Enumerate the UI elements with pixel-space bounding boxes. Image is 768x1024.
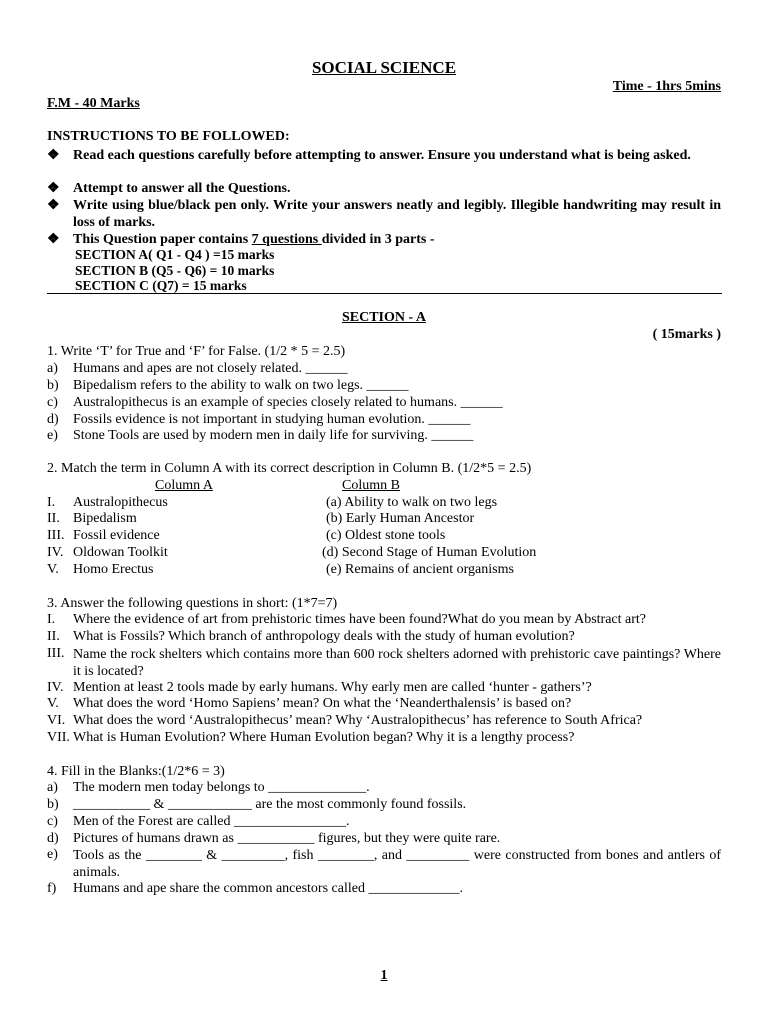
question-4-prompt: 4. Fill in the Blanks:(1/2*6 = 3) bbox=[47, 764, 225, 779]
item-label: c) bbox=[47, 395, 58, 410]
list-item: Fossils evidence is not important in studying human evolution. ______ bbox=[73, 412, 471, 427]
item-label: III. bbox=[47, 646, 65, 661]
instruction-item: Attempt to answer all the Questions. bbox=[73, 181, 291, 196]
section-a-marks: ( 15marks ) bbox=[652, 327, 721, 342]
item-label: II. bbox=[47, 511, 60, 526]
item-label: II. bbox=[47, 629, 60, 644]
instructions-heading: INSTRUCTIONS TO BE FOLLOWED: bbox=[47, 129, 290, 144]
match-term: Homo Erectus bbox=[73, 562, 154, 577]
item-label: d) bbox=[47, 412, 59, 427]
item-label: V. bbox=[47, 562, 59, 577]
column-a-header: Column A bbox=[155, 478, 213, 493]
instruction-item: Read each questions carefully before attempting to answer. Ensure you understand what is being asked. bbox=[73, 148, 691, 163]
item-label: d) bbox=[47, 831, 59, 846]
list-item: What is Fossils? Which branch of anthropology deals with the study of human evolution? bbox=[73, 629, 575, 644]
item-label: a) bbox=[47, 780, 58, 795]
match-term: Oldowan Toolkit bbox=[73, 545, 168, 560]
list-item: Men of the Forest are called ________________. bbox=[73, 814, 350, 829]
bullet-icon: ❖ bbox=[47, 198, 60, 213]
section-a-info: SECTION A( Q1 - Q4 ) =15 marks bbox=[75, 247, 275, 262]
instruction-item: Write using blue/black pen only. Write your answers neatly and legibly. Illegible handwriting may result in loss of marks. bbox=[73, 198, 721, 230]
divider bbox=[47, 293, 722, 294]
list-item: Where the evidence of art from prehistoric times have been found?What do you mean by Abstract art? bbox=[73, 612, 646, 627]
list-item: Humans and apes are not closely related. ______ bbox=[73, 361, 348, 376]
item-label: e) bbox=[47, 847, 58, 862]
match-description: (c) Oldest stone tools bbox=[326, 528, 446, 543]
match-term: Bipedalism bbox=[73, 511, 137, 526]
bullet-icon: ❖ bbox=[47, 148, 60, 163]
item-label: I. bbox=[47, 495, 56, 510]
section-a-title: SECTION - A bbox=[341, 310, 427, 325]
instruction-parts bbox=[73, 231, 721, 248]
question-3-prompt: 3. Answer the following questions in short: (1*7=7) bbox=[47, 596, 338, 611]
item-label: I. bbox=[47, 612, 56, 627]
list-item: ___________ & ____________ are the most commonly found fossils. bbox=[73, 797, 467, 812]
match-term: Australopithecus bbox=[73, 495, 168, 510]
match-description: (d) Second Stage of Human Evolution bbox=[322, 545, 537, 560]
column-b-header: Column B bbox=[342, 478, 400, 493]
section-c-info: SECTION C (Q7) = 15 marks bbox=[75, 278, 247, 293]
list-item: What does the word ‘Australopithecus’ mean? Why ‘Australopithecus’ has reference to South Africa? bbox=[73, 713, 643, 728]
list-item: Mention at least 2 tools made by early humans. Why early men are called ‘hunter - gathers’? bbox=[73, 680, 592, 695]
bullet-icon: ❖ bbox=[47, 232, 60, 247]
item-label: c) bbox=[47, 814, 58, 829]
item-label: IV. bbox=[47, 680, 64, 695]
item-label: IV. bbox=[47, 545, 64, 560]
question-2-prompt: 2. Match the term in Column A with its correct description in Column B. (1/2*5 = 2.5) bbox=[47, 461, 532, 476]
match-description: (a) Ability to walk on two legs bbox=[326, 495, 498, 510]
parts-prefix: This Question paper contains bbox=[73, 232, 252, 247]
item-label: b) bbox=[47, 797, 59, 812]
exam-time: Time - 1hrs 5mins bbox=[612, 79, 721, 94]
parts-suffix: divided in 3 parts - bbox=[321, 232, 435, 247]
item-label: a) bbox=[47, 361, 58, 376]
question-1-prompt: 1. Write ‘T’ for True and ‘F’ for False. (1/2 * 5 = 2.5) bbox=[47, 344, 346, 359]
list-item: Name the rock shelters which contains more than 600 rock shelters adorned with prehistoric cave paintings? Where it is located? bbox=[73, 647, 721, 679]
list-item: What is Human Evolution? Where Human Evolution began? Why it is a lengthy process? bbox=[73, 730, 575, 745]
item-label: e) bbox=[47, 428, 58, 443]
item-label: b) bbox=[47, 378, 59, 393]
section-b-info: SECTION B (Q5 - Q6) = 10 marks bbox=[75, 263, 275, 278]
page-title: SOCIAL SCIENCE bbox=[311, 58, 457, 77]
list-item: Pictures of humans drawn as ___________ figures, but they were quite rare. bbox=[73, 831, 501, 846]
list-item: What does the word ‘Homo Sapiens’ mean? On what the ‘Neanderthalensis’ is based on? bbox=[73, 696, 572, 711]
page-number: 1 bbox=[380, 968, 388, 983]
item-label: VII. bbox=[47, 730, 70, 745]
match-term: Fossil evidence bbox=[73, 528, 160, 543]
full-marks: F.M - 40 Marks bbox=[47, 96, 140, 111]
parts-emphasis: 7 questions bbox=[251, 232, 322, 247]
list-item: Tools as the ________ & _________, fish ________, and _________ were constructed from bones and antlers of animals. bbox=[73, 848, 721, 880]
list-item: Humans and ape share the common ancestors called _____________. bbox=[73, 881, 463, 896]
match-description: (e) Remains of ancient organisms bbox=[326, 562, 514, 577]
list-item: Stone Tools are used by modern men in daily life for surviving. ______ bbox=[73, 428, 474, 443]
list-item: The modern men today belongs to ______________. bbox=[73, 780, 370, 795]
list-item: Australopithecus is an example of species closely related to humans. ______ bbox=[73, 395, 503, 410]
bullet-icon: ❖ bbox=[47, 181, 60, 196]
match-description: (b) Early Human Ancestor bbox=[326, 511, 475, 526]
list-item: Bipedalism refers to the ability to walk on two legs. ______ bbox=[73, 378, 409, 393]
item-label: VI. bbox=[47, 713, 66, 728]
item-label: V. bbox=[47, 696, 59, 711]
item-label: f) bbox=[47, 881, 57, 896]
item-label: III. bbox=[47, 528, 65, 543]
